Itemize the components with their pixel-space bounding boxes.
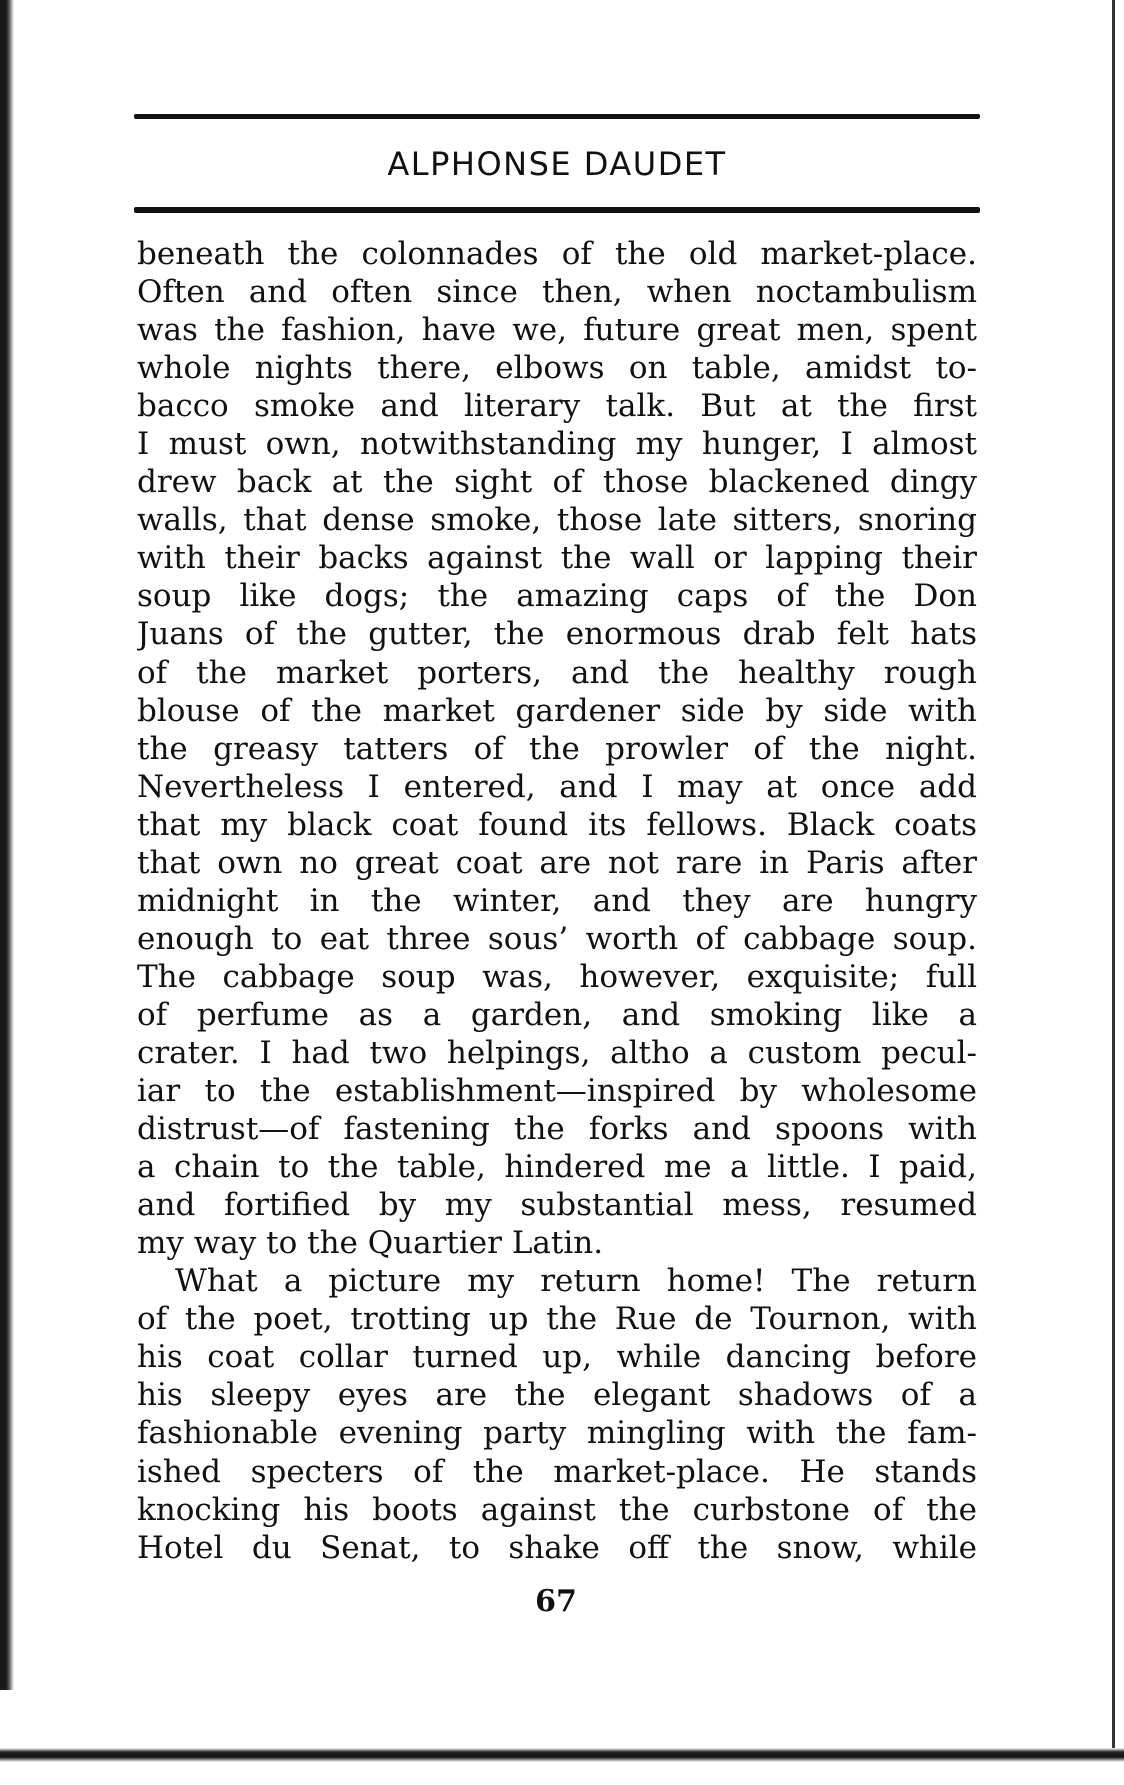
text-line: Nevertheless I entered, and I may at once add bbox=[137, 768, 977, 805]
text-line: his sleepy eyes are the elegant shadows of a bbox=[137, 1377, 977, 1414]
text-line: whole nights there, elbows on table, amidst to- bbox=[137, 350, 977, 387]
page-left-edge-shadow bbox=[0, 0, 14, 1690]
text-line: a chain to the table, hindered me a little. I paid, bbox=[137, 1149, 977, 1186]
text-line: the greasy tatters of the prowler of the night. bbox=[137, 730, 977, 767]
text-line: knocking his boots against the curbstone of the bbox=[137, 1491, 977, 1528]
text-line: beneath the colonnades of the old market-place. bbox=[137, 236, 977, 272]
text-line: drew back at the sight of those blackened dingy bbox=[137, 464, 977, 501]
text-line: What a picture my return home! The return bbox=[175, 1263, 977, 1300]
text-line: I must own, notwithstanding my hunger, I almost bbox=[137, 426, 977, 463]
text-line: that own no great coat are not rare in Paris after bbox=[137, 844, 977, 881]
text-line: my way to the Quartier Latin. bbox=[137, 1225, 604, 1262]
text-line: Often and often since then, when noctambulism bbox=[137, 274, 977, 311]
text-line: blouse of the market gardener side by side with bbox=[137, 692, 977, 729]
body-text bbox=[137, 235, 977, 1567]
text-line: his coat collar turned up, while dancing before bbox=[137, 1339, 977, 1376]
text-line: of the market porters, and the healthy rough bbox=[137, 654, 977, 691]
text-line: walls, that dense smoke, those late sitters, snoring bbox=[137, 502, 977, 539]
text-line: Juans of the gutter, the enormous drab felt hats bbox=[137, 616, 977, 653]
text-line: The cabbage soup was, however, exquisite; full bbox=[137, 958, 977, 995]
page-number: 67 bbox=[535, 1584, 577, 1619]
text-line: with their backs against the wall or lapping their bbox=[137, 540, 977, 577]
text-line: crater. I had two helpings, altho a custom pecul- bbox=[137, 1034, 977, 1071]
text-line: distrust—of fastening the forks and spoons with bbox=[137, 1111, 977, 1148]
page-right-edge-shadow bbox=[1112, 0, 1115, 1760]
text-line: Hotel du Senat, to shake off the snow, while bbox=[137, 1529, 977, 1566]
text-line: of the poet, trotting up the Rue de Tournon, with bbox=[137, 1301, 977, 1338]
text-line: midnight in the winter, and they are hungry bbox=[137, 882, 977, 919]
text-line: bacco smoke and literary talk. But at the first bbox=[137, 388, 977, 425]
text-line: ished specters of the market-place. He stands bbox=[137, 1453, 977, 1490]
header-rule-bottom bbox=[134, 207, 980, 213]
header-rule-top bbox=[134, 114, 980, 119]
text-line: and fortified by my substantial mess, resumed bbox=[137, 1187, 977, 1224]
text-line: fashionable evening party mingling with the fam- bbox=[137, 1415, 977, 1452]
text-line: was the fashion, have we, future great men, spent bbox=[137, 312, 977, 349]
text-line: of perfume as a garden, and smoking like a bbox=[137, 996, 977, 1033]
text-line: that my black coat found its fellows. Black coats bbox=[137, 806, 977, 843]
page-bottom-edge-shadow bbox=[0, 1748, 1124, 1762]
page-header bbox=[134, 114, 980, 213]
text-line: iar to the establishment—inspired by wholesome bbox=[137, 1073, 977, 1110]
text-line: soup like dogs; the amazing caps of the Don bbox=[137, 578, 977, 615]
running-title: ALPHONSE DAUDET bbox=[387, 145, 727, 183]
text-line: enough to eat three sous’ worth of cabbage soup. bbox=[137, 920, 977, 957]
